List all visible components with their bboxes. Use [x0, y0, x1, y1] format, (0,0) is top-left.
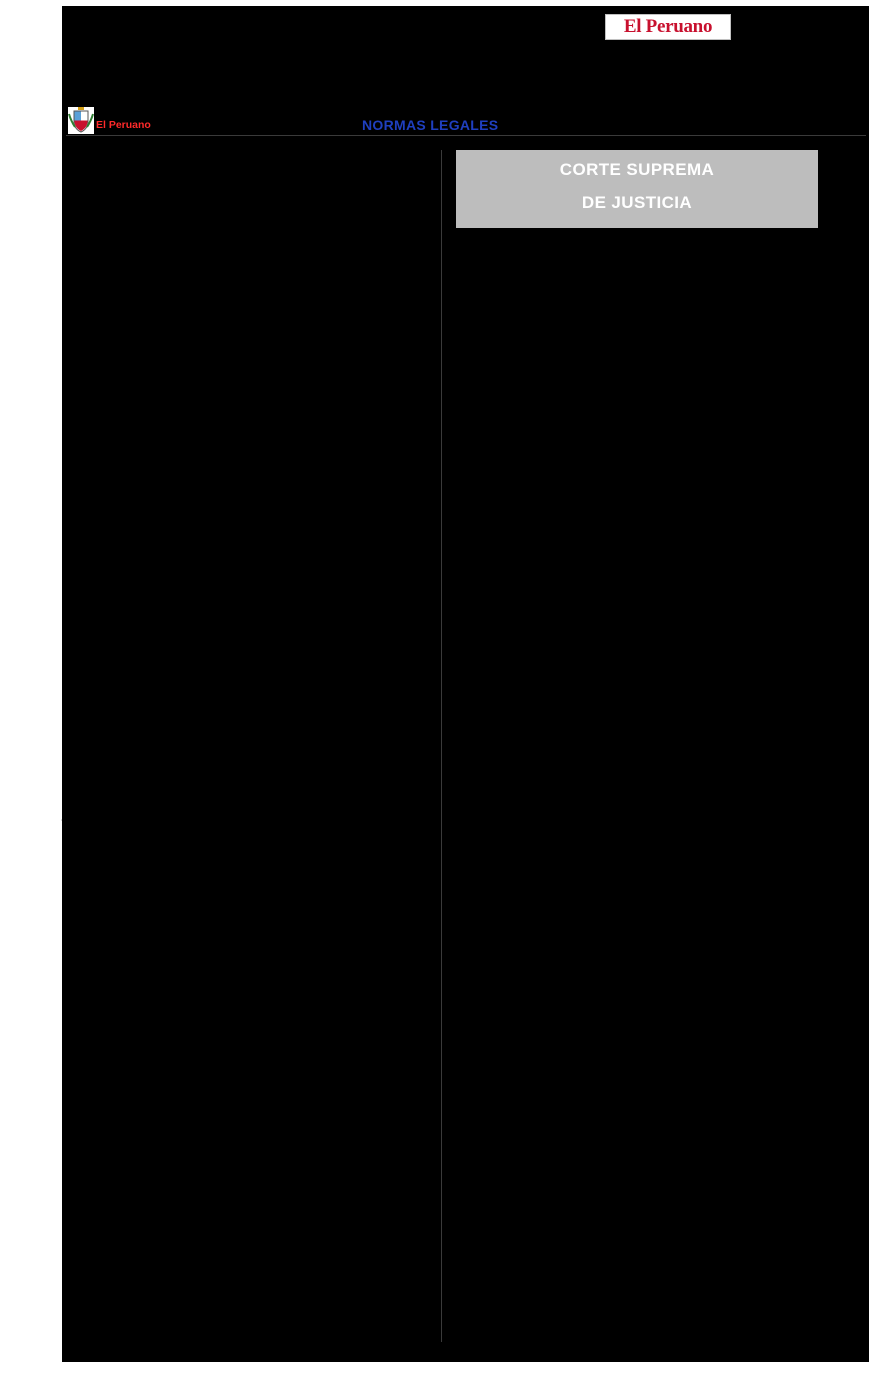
- left-column: [62, 143, 426, 1237]
- issuer: PRESIDENCIA DEL PODER JUDICIAL: [527, 314, 748, 328]
- header-section-title: NORMAS LEGALES: [362, 117, 499, 133]
- member-name: 1. Sra. María del Carmen Paloma Altabás Kajatt (Presidenta): [455, 986, 820, 1015]
- clause-label: Primero:: [479, 474, 530, 489]
- paragraph: Por estos fundamentos; en mérito al Acuerdo N° 1234-2021 de la quincuagésima sexta sesión del Consejo Ejecutivo del Poder Judicial, de fecha 22 de setiembre de 2021, realizada en forma virtual con la participación de los señores y señoras Barrios Alvarado, Lama More, Arias Lazarte, Álvarez Trujillo, Medina Jiménez y Espinoza Santillán; en uso de las atribuciones conferidas por el artículo 82° del Texto Único Ordenado de la Ley Orgánica del Poder Judicial. Por unanimidad,: [62, 588, 426, 705]
- clause-text: Que, el artículo 82°, inciso 26), del Texto Único Ordenado de la Ley Orgánica del Poder Judicial determina como función y atribución del Consejo Ejecutivo del Poder Judicial, la adopción de acuerdos y demás medidas necesarias para que las dependencias de este Poder del Estado funcionen con celeridad y eficiencia.: [62, 500, 426, 588]
- member-president: [455, 986, 820, 1015]
- list-item: 2. Sr. Wilbert González Aguilar: [479, 1015, 648, 1030]
- right-column: [455, 235, 820, 1292]
- se-resuelve: SE RESUELVE:: [86, 726, 175, 741]
- clause-label: Quinto.: [86, 500, 130, 515]
- signer-name: ELVIA BARRIOS ALVARADO: [86, 1179, 248, 1193]
- clause-text: Que, es atribución de la Presidencia del Poder Judicial designar a los señores jueces supremos que integrarán las Salas Especializadas de la Corte Suprema de Justicia de la República, de conformidad con lo señalado en el numeral 5 del artículo 76° del Texto Único Ordenado de la Ley Orgánica del Poder Judicial.: [455, 577, 820, 665]
- article-tercero: [62, 1012, 426, 1129]
- sala-title: [455, 935, 820, 964]
- article-label: Artículo Segundo:: [479, 1095, 595, 1110]
- article-label: Artículo Primero.-: [86, 763, 193, 778]
- member-list: [455, 1015, 820, 1073]
- signer-title: Presidenta: [86, 1193, 146, 1208]
- vista-considerando: VISTA y CONSIDERANDO:: [479, 438, 631, 453]
- document-code: [62, 1222, 426, 1237]
- article-segundo: [62, 851, 426, 1012]
- article-text: Disponer que las veintisiete Oficinas Desconcentradas de Control de la Magistratura de las Cortes Superiores de Justicia, que no han remitido la información requerida, deben cumplir con la remisión mensual de los recursos de apelación que han sido resueltos mediante anulación y el reenvío del expediente, de acuerdo a lo establecido mediante la resolución de fecha 8 de febrero de 2019; debiendo de informar obligatoriamente y de manera mensual al Presidente de la Comisión Nacional de Productividad Judicial, con copia a la Oficina de Productividad Judicial, de acuerdo al formato establecido.: [62, 851, 426, 1012]
- article-primero: [455, 855, 820, 913]
- clause-label: Tercero:: [479, 664, 528, 679]
- article-segundo: [455, 1096, 820, 1184]
- place-date: Lima, 6 de octubre de 2021: [479, 401, 630, 416]
- list-item: 5. Sra. Rosa Liliana Dávila Broncano: [479, 1059, 682, 1074]
- considerando-tercero: [455, 665, 820, 738]
- article-label: Artículo Primero:: [479, 854, 581, 869]
- article-primero: [62, 764, 426, 852]
- banner-line-2: DE JUSTICIA: [581, 193, 693, 212]
- considerando-segundo: [455, 577, 820, 665]
- resolution-type: RESOLUCIÓN ADMINISTRATIVA: [542, 350, 733, 365]
- article-label: Artículo Tercero.-: [86, 1011, 193, 1026]
- signer-title: Presidenta: [479, 1248, 539, 1263]
- column-divider: [441, 150, 442, 1342]
- el-peruano-logo: El Peruano: [605, 14, 731, 40]
- code-text: 1999068-1: [479, 1277, 539, 1292]
- coat-of-arms-icon: [67, 105, 95, 135]
- article-text: Disponer que la Oficina Desconcentrada de Control de la Magistratura de la Corte Superior de Justicia de Lambayeque, programe una acción de control en los órganos jurisdiccionales listados en el Anexo 2, que forma parte de la presente resolución; debiendo informar al Consejo Ejecutivo del Poder Judicial sobre el resultado de dichas acciones de control.: [62, 763, 426, 851]
- header-paper-name: El Peruano: [96, 119, 151, 131]
- clause-text: Que, el Consejo Ejecutivo del Poder Judicial, mediante la Resolución Administrativa N.° 000220-2021-CE-PJ, modificada por la Resolución Administrativa N.° 000232-2021-CE-PJ, dispuso crear la Quinta Sala de Derecho Constitucional y Social Transitoria de la Corte Suprema de Justicia de la República, la cual tendrá competencia en procesos contenciosos administrativos referidos a materias tributarias y aduaneras.: [455, 474, 820, 577]
- article-title: Conforman la Quinta Sala de Derecho Constitucional y Social Transitoria de la Corte Suprema de Justicia de la República: [455, 236, 820, 291]
- considerando-primero: [455, 475, 820, 577]
- paragraph-quinto: [62, 501, 426, 589]
- se-resuelve: SE RESUELVE: [479, 818, 565, 833]
- sala-title-text: QUINTA SALA DE DERECHO CONSTITUCIONAL Y SOCIAL TRANSITORIA: [455, 935, 820, 964]
- article-text: Transcribir la presente resolución a la Presidencia del Poder Judicial, Oficina de Control de la Magistratura del Poder Judicial, Presidente de la Comisión Nacional de Productividad, Oficina de Productividad Judicial, Cortes Superiores de Justicia del país, Oficinas Desconcentradas de Control de la Magistratura de las Cortes Superiores de Justicia del país; y a la Gerencia General del Poder Judicial, para su conocimiento y fines pertinentes.: [62, 1011, 426, 1128]
- article-text: Disponer que, a partir del 7 de octubre de 2021, la Quinta Sala de Derecho Constitucional y Social Transitoria de la Corte Suprema de Justicia de la República, estará conformada de la siguiente manera:: [455, 854, 820, 913]
- article-text: Notificar la presente resolución al Consejo Ejecutivo del Poder Judicial; a la Oficina de Control de la Magistratura del Poder Judicial; a los Presidentes de las Cortes Superiores de Justicia de Lima Este, Cusco y Moquegua; a la Gerencia General del Poder Judicial; a la Oficina de Administración de la Corte Suprema de Justicia; e interesados.: [455, 1095, 820, 1183]
- header-date: / Jueves 7 de octubre de 2021: [160, 120, 288, 131]
- code-text: 1999067-5: [86, 1222, 146, 1237]
- clause-label: Segundo :: [479, 577, 542, 592]
- clause-text: Que, en atención a la disposición emitida por el órgano de gobierno de este Poder del Estado, corresponde a esta Presidencia designar a los magistrados que integrarán la Quinta Sala de Derecho Constitucional y Social Transitoria de la Corte Suprema de Justicia de la República.: [455, 664, 820, 738]
- signer-name: ELVIA BARRIOS ALVARADO: [479, 1233, 641, 1248]
- paragraph: En consecuencia, estando a lo expuesto precedentemente y en uso de las funciones y atribuciones conferidas por el artículo 76° del Texto Único Ordenado de la Ley Orgánica del Poder Judicial.: [455, 737, 820, 796]
- page-header: [62, 105, 869, 137]
- header-rule: [66, 135, 866, 136]
- resolution-number: N° 000454-2021-P-PJ: [576, 365, 699, 380]
- paragraph: hasta el último día hábil de la primera semana de cada mes, le informen documentadamente la resolución de vista que declara nula la resolución apelada, dicha resolución apelada y los escritos de apelación de la resolución impugnada.: [62, 143, 426, 201]
- banner-line-1: CORTE SUPREMA: [559, 160, 715, 179]
- closing-formula: Regístrese, publíquese, comuníquese y cúmplase.: [86, 1150, 365, 1165]
- closing-formula: Regístrese, comuníquese, cúmplase y publíquese.: [479, 1205, 758, 1220]
- article-label: Artículo Segundo.-: [86, 851, 202, 866]
- paragraph: d) En atención a lo dispuesto mediante la resolución de fecha 8 de febrero de 2019, indicada en el segundo considerando de la presente resolución, solo siete de las treinta y cuatro Oficinas Desconcentradas de Control de la Magistratura de las Cortes Superiores de Justicia del país, cumplieron con remitir el informe correspondiente al mes de julio de 2021, de acuerdo a lo dispuesto.: [62, 201, 426, 303]
- list-item: 4. Sra. Dafne Dana Barra Pineda: [479, 1044, 661, 1059]
- paragraph: f) De los setenta y cinco expedientes reportados por la Corte Superior de Justicia de Lambayeque, veintiocho de ellos han sido calificados como no justificados; de los cuales, por instancia corresponden quince a procesos resueltos en salas superiores y trece a resueltos en juzgados; y por especialidad corresponden trece a procesos de la especialidad laboral, que representan el 46% de los veintiocho expedientes observados, según detalle que consta en el Anexo 2 del referido informe.: [62, 361, 426, 479]
- list-item: 3. Sr. Wilber Bustamante del Castillo: [479, 1029, 681, 1044]
- paragraph: e) De los siete informes recibidos, se han reportado ciento cincuenta y uno expedientes evaluados por haber sido resueltos mediante anulación de la resolución impugnada, y según detalle que consta en el Anexo 1 del referido informe.: [62, 303, 426, 362]
- header-page-number: 45: [849, 117, 865, 133]
- section-banner: [456, 150, 818, 228]
- newspaper-page: [62, 6, 869, 1362]
- document-code: [455, 1277, 820, 1292]
